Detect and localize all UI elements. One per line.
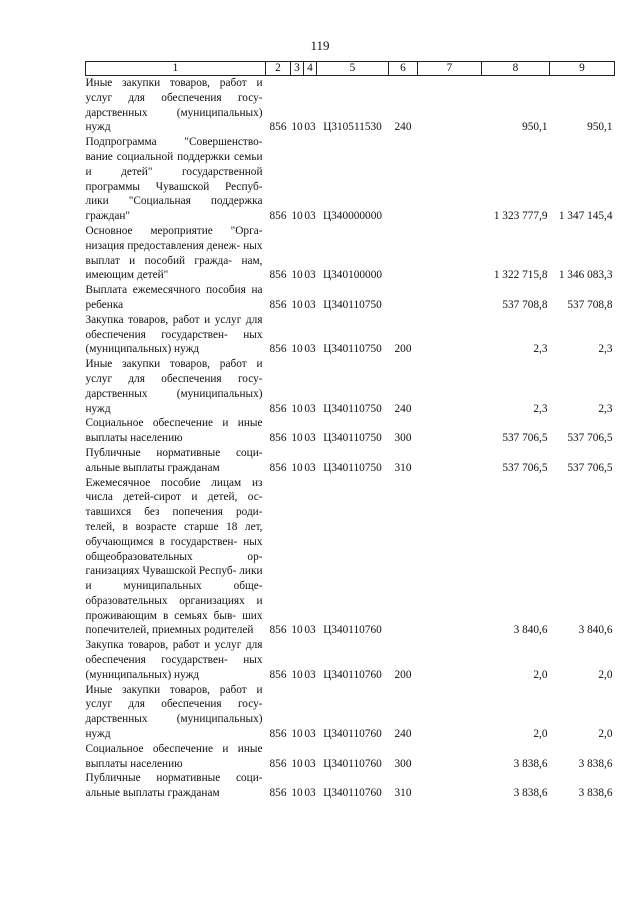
amount-column-9: 3 840,6: [578, 624, 613, 637]
description-line: и услуг для обеспечения госу-: [85, 683, 263, 711]
section-code: 10: [291, 787, 303, 800]
target-article-code: Ц340110760: [323, 757, 382, 770]
target-article-code: Ц340110750: [323, 461, 382, 474]
description-line: низация предоставления денеж-: [85, 239, 241, 252]
row-description: [86, 683, 266, 742]
section-code: 10: [291, 728, 303, 741]
description-line: ных выплат и пособий гражда-: [85, 239, 263, 267]
target-article-code: Ц340110750: [323, 402, 382, 415]
description-line: Выплата ежемесячного пособия: [85, 284, 246, 297]
amount-column-9: 2,0: [598, 728, 613, 741]
section-code: 10: [291, 210, 303, 223]
column-7-value: [418, 135, 482, 224]
expense-type-code: 310: [394, 787, 412, 800]
column-header-2: 2: [266, 62, 291, 76]
table-row: [86, 476, 615, 639]
row-description: [86, 313, 266, 357]
description-line: Закупка товаров, работ и услуг: [85, 313, 242, 326]
amount-column-8: 3 840,6: [513, 624, 548, 637]
description-line: нужд: [85, 402, 111, 415]
description-line: обучающимся в государствен-: [85, 535, 238, 548]
subsection-code: 03: [304, 298, 316, 311]
column-7-value: [418, 683, 482, 742]
expense-type-code: [389, 135, 418, 224]
target-article-code: Ц340110750: [323, 343, 382, 356]
target-article-code: Ц340110760: [323, 668, 382, 681]
amount-column-9: 3 838,6: [578, 757, 613, 770]
ministry-code: 856: [269, 210, 287, 223]
expense-type-code: 240: [394, 402, 412, 415]
amount-column-9: 950,1: [587, 121, 613, 134]
amount-column-8: 2,0: [533, 668, 548, 681]
amount-column-8: 2,0: [533, 728, 548, 741]
amount-column-8: 2,3: [533, 343, 548, 356]
ministry-code: 856: [269, 121, 287, 134]
description-line: Социальное обеспечение и иные: [85, 417, 263, 430]
description-line: числа детей-сирот и детей, ос-: [85, 491, 263, 504]
column-7-value: [418, 357, 482, 416]
description-line: ных (муниципальных) нужд: [85, 328, 263, 356]
section-code: 10: [291, 298, 303, 311]
expense-type-code: 240: [394, 728, 412, 741]
description-line: выплаты населению: [85, 432, 183, 445]
amount-column-9: 2,3: [598, 343, 613, 356]
column-7-value: [418, 446, 482, 476]
ministry-code: 856: [269, 461, 287, 474]
description-line: и услуг для обеспечения госу-: [85, 358, 263, 385]
expense-type-code: 310: [394, 461, 412, 474]
description-line: ных (муниципальных) нужд: [85, 654, 263, 681]
description-line: Публичные нормативные соци-: [85, 772, 263, 785]
description-line: дарственных (муниципальных): [85, 387, 263, 400]
target-article-code: Ц310511530: [323, 121, 382, 134]
subsection-code: 03: [304, 787, 316, 800]
expense-type-code: 240: [394, 121, 412, 134]
column-7-value: [418, 771, 482, 801]
description-line: Подпрограмма "Совершенство-: [85, 136, 263, 149]
row-description: [86, 283, 266, 313]
description-line: семьи и детей" государственной: [85, 150, 263, 178]
description-line: нужд: [85, 121, 111, 134]
ministry-code: 856: [269, 624, 287, 637]
column-7-value: [418, 283, 482, 313]
description-line: ганизациях Чувашской Респуб-: [85, 565, 237, 578]
target-article-code: Ц340110760: [323, 787, 382, 800]
row-description: [86, 742, 266, 772]
description-line: Закупка товаров, работ и услуг: [85, 639, 242, 652]
table-row: [86, 283, 615, 313]
amount-column-8: 3 838,6: [513, 757, 548, 770]
amount-column-8: 537 708,8: [502, 298, 548, 311]
subsection-code: 03: [304, 210, 316, 223]
amount-column-9: 537 706,5: [567, 432, 613, 445]
table-row: [86, 76, 615, 136]
row-description: [86, 357, 266, 416]
table-body: [86, 76, 615, 802]
table-row: [86, 446, 615, 476]
column-7-value: [418, 476, 482, 639]
description-line: дарственных (муниципальных): [85, 106, 263, 119]
description-line: нужд: [85, 728, 111, 741]
amount-column-9: 1 346 083,3: [558, 269, 613, 282]
column-7-value: [418, 313, 482, 357]
subsection-code: 03: [304, 432, 316, 445]
section-code: 10: [291, 624, 303, 637]
section-code: 10: [291, 668, 303, 681]
amount-column-9: 537 708,8: [567, 298, 613, 311]
amount-column-8: 950,1: [522, 121, 548, 134]
description-line: лики "Социальная поддержка: [85, 195, 263, 208]
description-line: альные выплаты гражданам: [85, 461, 220, 474]
description-line: для обеспечения государствен-: [85, 313, 263, 341]
amount-column-9: 2,3: [598, 402, 613, 415]
column-header-3: 3: [291, 62, 304, 76]
row-description: [86, 416, 266, 446]
amount-column-9: 537 706,5: [567, 461, 613, 474]
table-row: [86, 771, 615, 801]
table-row: [86, 224, 615, 283]
subsection-code: 03: [304, 461, 316, 474]
expense-type-code: [389, 476, 418, 639]
column-7-value: [418, 224, 482, 283]
description-line: вание социальной поддержки: [85, 150, 231, 163]
amount-column-8: 2,3: [533, 402, 548, 415]
amount-column-8: 537 706,5: [502, 461, 548, 474]
amount-column-9: 1 347 145,4: [558, 210, 613, 223]
description-line: на ребенка: [85, 284, 263, 311]
description-line: граждан": [85, 210, 131, 223]
description-line: для обеспечения государствен-: [85, 639, 263, 667]
target-article-code: Ц340110760: [323, 624, 382, 637]
description-line: альные выплаты гражданам: [85, 787, 220, 800]
ministry-code: 856: [269, 269, 287, 282]
row-description: [86, 76, 266, 136]
target-article-code: Ц340100000: [323, 269, 382, 282]
description-line: и проживающим в семьях быв-: [85, 594, 263, 622]
expense-type-code: 200: [394, 668, 412, 681]
expense-type-code: [389, 224, 418, 283]
description-line: ших попечителей, приемных: [85, 609, 263, 637]
column-header-1: 1: [86, 62, 266, 76]
subsection-code: 03: [304, 269, 316, 282]
description-line: тавшихся без попечения роди-: [85, 506, 263, 519]
ministry-code: 856: [269, 432, 287, 445]
column-header-7: 7: [418, 62, 482, 76]
expense-type-code: 300: [394, 757, 412, 770]
description-line: ных общеобразовательных ор-: [85, 535, 263, 563]
column-7-value: [418, 416, 482, 446]
target-article-code: Ц340110760: [323, 728, 382, 741]
table-row: [86, 135, 615, 224]
expense-type-code: 300: [394, 432, 412, 445]
ministry-code: 856: [269, 298, 287, 311]
table-row: [86, 416, 615, 446]
column-header-4: 4: [304, 62, 317, 76]
table-row: [86, 683, 615, 742]
column-header-8: 8: [482, 62, 550, 76]
amount-column-8: 537 706,5: [502, 432, 548, 445]
amount-column-8: 3 838,6: [513, 787, 548, 800]
subsection-code: 03: [304, 402, 316, 415]
amount-column-9: 2,0: [598, 668, 613, 681]
column-header-9: 9: [550, 62, 615, 76]
description-line: и услуг для обеспечения госу-: [85, 77, 263, 104]
amount-column-9: 3 838,6: [578, 787, 613, 800]
description-line: телей, в возрасте старше 18 лет,: [85, 520, 263, 533]
ministry-code: 856: [269, 402, 287, 415]
row-description: [86, 476, 266, 639]
section-code: 10: [291, 461, 303, 474]
section-code: 10: [291, 432, 303, 445]
description-line: образовательных организациях: [85, 594, 245, 607]
description-line: лики и муниципальных обще-: [85, 565, 263, 593]
description-line: родителей: [204, 624, 254, 637]
subsection-code: 03: [304, 343, 316, 356]
budget-table: [85, 61, 615, 801]
subsection-code: 03: [304, 668, 316, 681]
description-line: Ежемесячное пособие лицам из: [85, 476, 263, 489]
expense-type-code: [389, 283, 418, 313]
column-7-value: [418, 742, 482, 772]
table-row: [86, 357, 615, 416]
section-code: 10: [291, 343, 303, 356]
ministry-code: 856: [269, 757, 287, 770]
table-row: [86, 638, 615, 682]
row-description: [86, 135, 266, 224]
subsection-code: 03: [304, 728, 316, 741]
column-header-5: 5: [317, 62, 389, 76]
ministry-code: 856: [269, 787, 287, 800]
description-line: Публичные нормативные соци-: [85, 446, 263, 459]
row-description: [86, 446, 266, 476]
description-line: Иные закупки товаров, работ: [85, 77, 247, 89]
description-line: дарственных (муниципальных): [85, 713, 263, 726]
target-article-code: Ц340110750: [323, 298, 382, 311]
column-7-value: [418, 76, 482, 136]
column-number-header-row: [86, 62, 615, 76]
description-line: Основное мероприятие "Орга-: [85, 224, 263, 237]
description-line: выплаты населению: [85, 757, 183, 770]
description-line: нам, имеющим детей": [85, 254, 263, 282]
ministry-code: 856: [269, 728, 287, 741]
ministry-code: 856: [269, 668, 287, 681]
target-article-code: Ц340000000: [323, 210, 382, 223]
row-description: [86, 638, 266, 682]
target-article-code: Ц340110750: [323, 432, 382, 445]
row-description: [86, 771, 266, 801]
table-row: [86, 742, 615, 772]
column-header-6: 6: [389, 62, 418, 76]
subsection-code: 03: [304, 121, 316, 134]
amount-column-8: 1 322 715,8: [493, 269, 548, 282]
section-code: 10: [291, 757, 303, 770]
section-code: 10: [291, 402, 303, 415]
page-number: 119: [310, 38, 330, 53]
amount-column-8: 1 323 777,9: [493, 210, 548, 223]
section-code: 10: [291, 269, 303, 282]
ministry-code: 856: [269, 343, 287, 356]
description-line: Иные закупки товаров, работ: [85, 683, 247, 696]
row-description: [86, 224, 266, 283]
description-line: программы Чувашской Респуб-: [85, 180, 263, 193]
description-line: Социальное обеспечение и иные: [85, 742, 263, 755]
table-row: [86, 313, 615, 357]
subsection-code: 03: [304, 757, 316, 770]
subsection-code: 03: [304, 624, 316, 637]
description-line: Иные закупки товаров, работ: [85, 358, 247, 371]
section-code: 10: [291, 121, 303, 134]
expense-type-code: 200: [394, 343, 412, 356]
column-7-value: [418, 638, 482, 682]
